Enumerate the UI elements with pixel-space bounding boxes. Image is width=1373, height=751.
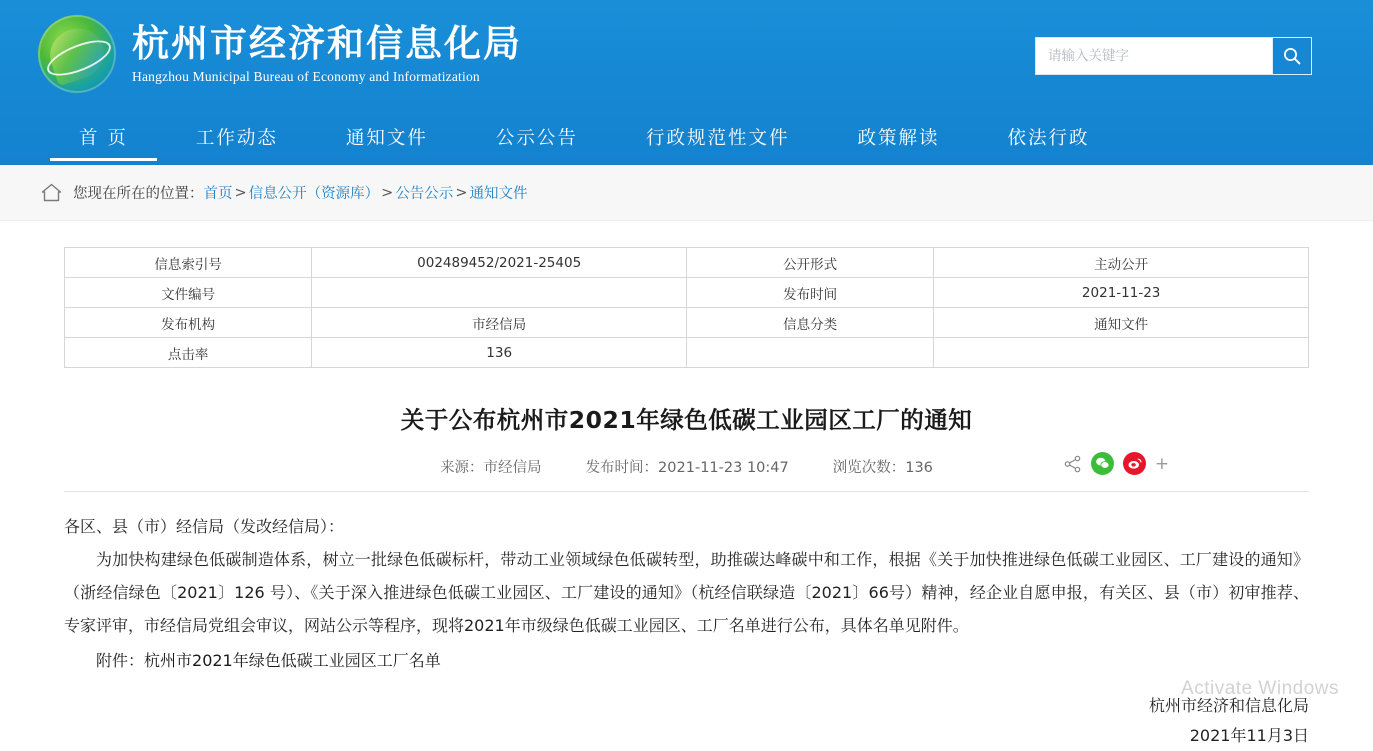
- table-row: [65, 308, 1309, 338]
- article-body: [64, 510, 1309, 677]
- nav-item-public-announcements[interactable]: [462, 108, 612, 165]
- nav-label: 通知文件: [345, 127, 428, 149]
- meta-value: 002489452/2021-25405: [312, 248, 687, 278]
- nav-item-notice-documents[interactable]: [312, 108, 462, 165]
- breadcrumb-separator: >: [234, 184, 247, 201]
- table-row: [65, 338, 1309, 368]
- nav-item-work-updates[interactable]: [162, 108, 312, 165]
- search-box[interactable]: [1035, 37, 1312, 75]
- wechat-icon[interactable]: [1091, 452, 1114, 475]
- article-publish-time: 发布时间：2021-11-23 10:47: [585, 460, 789, 476]
- site-header: [0, 0, 1373, 165]
- breadcrumb-item-announcements[interactable]: 公告公示: [395, 186, 454, 202]
- article-view-count: 浏览次数：136: [832, 460, 933, 476]
- nav-label: 公示公告: [495, 127, 578, 149]
- nav-item-policy-interpretation[interactable]: [823, 108, 973, 165]
- breadcrumb-label: 您现在所在的位置：: [73, 186, 204, 202]
- meta-key: 信息分类: [686, 308, 933, 338]
- attachment-link[interactable]: 杭州市2021年绿色低碳工业园区工厂名单: [144, 651, 441, 670]
- site-title-en: Hangzhou Municipal Bureau of Economy and Informatization: [132, 68, 480, 84]
- nav-label: 政策解读: [857, 127, 940, 149]
- meta-key: 点击率: [65, 338, 312, 368]
- meta-value: 市经信局: [312, 308, 687, 338]
- search-icon: [1282, 46, 1302, 66]
- article-attachment-row: [64, 644, 1309, 677]
- search-button[interactable]: [1272, 37, 1312, 75]
- article-salutation: 各区、县（市）经信局（发改经信局）：: [64, 517, 345, 536]
- breadcrumb-separator: >: [381, 184, 394, 201]
- signature-date: 2021年11月3日: [1189, 726, 1309, 745]
- article-signature: [64, 691, 1309, 751]
- meta-key: 发布机构: [65, 308, 312, 338]
- share-more-button[interactable]: +: [1154, 453, 1169, 474]
- nav-label: 依法行政: [1007, 127, 1090, 149]
- meta-key: 信息索引号: [65, 248, 312, 278]
- page-title: 关于公布杭州市2021年绿色低碳工业园区工厂的通知: [400, 406, 973, 434]
- meta-key: 文件编号: [65, 278, 312, 308]
- share-node-icon[interactable]: [1064, 455, 1082, 473]
- nav-item-home[interactable]: [45, 108, 162, 165]
- meta-value: 2021-11-23: [934, 278, 1309, 308]
- article-paragraph-1: 为加快构建绿色低碳制造体系，树立一批绿色低碳标杆，带动工业领域绿色低碳转型，助推碳达峰碳中和工作，根据《关于加快推进绿色低碳工业园区、工厂建设的通知》（浙经信绿色〔2021〕126 号）、《关于深入推进绿色低碳工业园区、工厂建设的通知》（杭经信联绿造〔2021〕66号）精神，经企业自愿申报，有关区、县（市）初审推荐、专家评审，市经信局党组会审议，网站公示等程序，现将2021年市级绿色低碳工业园区、工厂名单进行公布，具体名单见附件。: [64, 550, 1309, 635]
- meta-value: [934, 338, 1309, 368]
- document-metadata-table: [64, 247, 1309, 368]
- nav-label: 工作动态: [195, 127, 278, 149]
- search-input[interactable]: [1035, 37, 1272, 75]
- meta-value: 通知文件: [934, 308, 1309, 338]
- globe-leaf-logo-icon: [38, 15, 116, 93]
- article-meta-bar: [64, 453, 1309, 492]
- nav-item-administration-by-law[interactable]: [973, 108, 1123, 165]
- breadcrumb-item-notice-documents[interactable]: 通知文件: [469, 186, 528, 202]
- meta-key: 发布时间: [686, 278, 933, 308]
- breadcrumb: [0, 165, 1373, 221]
- site-title-cn: 杭州市经济和信息化局: [132, 22, 522, 66]
- main-navigation[interactable]: [0, 108, 1373, 165]
- meta-key: 公开形式: [686, 248, 933, 278]
- meta-value: 136: [312, 338, 687, 368]
- meta-key: [686, 338, 933, 368]
- meta-value: [312, 278, 687, 308]
- main-content: [0, 247, 1373, 751]
- site-logo-text: [132, 23, 522, 85]
- table-row: [65, 278, 1309, 308]
- signature-org: 杭州市经济和信息化局: [1148, 696, 1309, 715]
- nav-label: 首 页: [79, 127, 128, 149]
- share-group[interactable]: [1064, 452, 1169, 475]
- article-source: 来源：市经信局: [440, 460, 542, 476]
- attachment-label: 附件：: [96, 651, 145, 670]
- nav-label: 行政规范性文件: [645, 127, 790, 149]
- breadcrumb-separator: >: [455, 184, 468, 201]
- home-icon: [41, 183, 62, 202]
- windows-activation-watermark: Activate Windows: [1181, 678, 1339, 699]
- breadcrumb-item-home[interactable]: 首页: [203, 186, 233, 202]
- meta-value: 主动公开: [934, 248, 1309, 278]
- breadcrumb-item-open-info[interactable]: 信息公开（资源库）: [248, 186, 380, 202]
- weibo-icon[interactable]: [1123, 452, 1146, 475]
- table-row: [65, 248, 1309, 278]
- nav-item-administrative-documents[interactable]: [612, 108, 824, 165]
